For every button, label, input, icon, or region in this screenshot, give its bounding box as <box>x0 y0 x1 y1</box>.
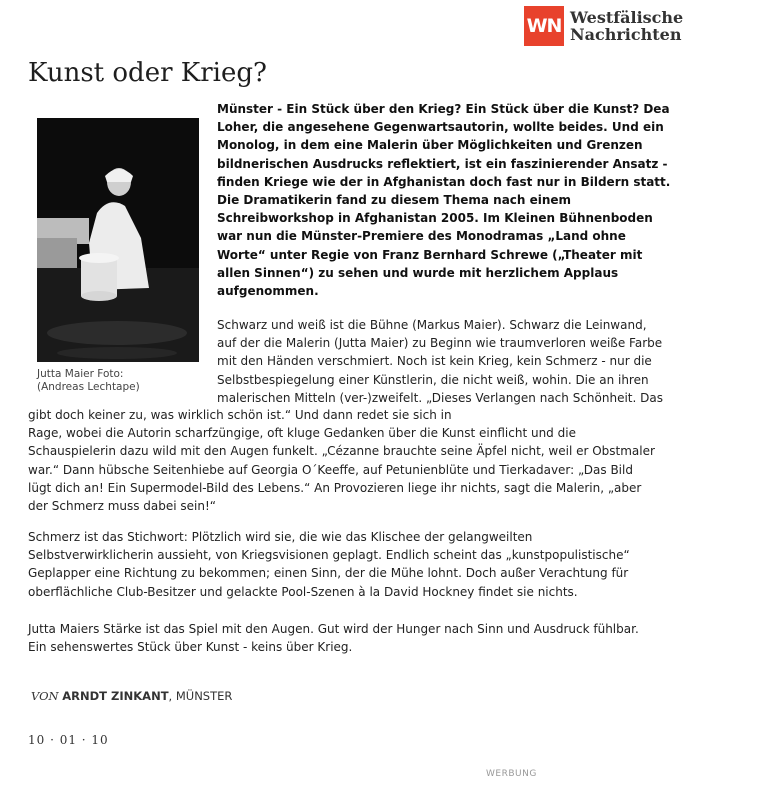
paragraph-line: auf der die Malerin (Jutta Maier) zu Beginn wie traumverloren weiße Farbe <box>217 336 663 351</box>
publisher-logo <box>524 6 683 46</box>
paragraph-line: Schwarz und weiß ist die Bühne (Markus Maier). Schwarz die Leinwand, <box>217 318 647 332</box>
lead-line: allen Sinnen“) zu sehen und wurde mit herzlichem Applaus <box>217 265 619 280</box>
lead-line: Monolog, in dem eine Malerin über Möglichkeiten und Grenzen <box>217 138 643 153</box>
ad-label: WERBUNG <box>486 769 537 779</box>
paragraph-line: Rage, wobei die Autorin scharfzüngige, oft kluge Gedanken über die Kunst einflicht und die <box>28 426 576 441</box>
lead-line: war nun die Münster-Premiere des Monodramas „Land ohne <box>217 229 626 244</box>
lead-line: Worte“ unter Regie von Franz Bernhard Schrewe („Theater mit <box>217 247 643 262</box>
photo-caption-line: Jutta Maier Foto: <box>37 368 124 380</box>
publisher-name-line2: Nachrichten <box>570 25 682 44</box>
byline-location: , MÜNSTER <box>168 689 233 703</box>
article-paragraph <box>217 316 691 407</box>
lead-line: Münster - Ein Stück über den Krieg? Ein Stück über die Kunst? Dea <box>217 102 670 116</box>
photo-caption-line: (Andreas Lechtape) <box>37 381 140 393</box>
lead-line: Die Dramatikerin fand zu diesem Thema nach einem <box>217 193 572 208</box>
paragraph-line: Geplapper eine Richtung zu bekommen; einen Sinn, der die Mühe lohnt. Doch außer Verachtung für <box>28 566 629 581</box>
article-date: 10 · 01 · 10 <box>28 733 109 747</box>
paragraph-line: Schauspielerin dazu wild mit den Augen funkelt. „Cézanne brauchte seine Äpfel nicht, weil er Obstmaler <box>28 444 655 459</box>
article-paragraph <box>28 620 704 656</box>
lead-line: bildnerischen Ausdrucks reflektiert, ist ein faszinierender Ansatz - <box>217 156 668 171</box>
paragraph-line: der Schmerz muss dabei sein!“ <box>28 499 217 514</box>
article-paragraph-continued <box>28 406 704 515</box>
paragraph-line: malerischen Mitteln (ver-)zweifelt. „Dieses Verlangen nach Schönheit. Das <box>217 390 663 405</box>
lead-line: Schreibworkshop in Afghanistan 2005. Im Kleinen Bühnenboden <box>217 211 653 226</box>
article-title: Kunst oder Krieg? <box>28 58 267 88</box>
lead-line: Loher, die angesehene Gegenwartsautorin, wollte beides. Und ein <box>217 120 664 135</box>
paragraph-line: gibt doch keiner zu, was wirklich schön ist.“ Und dann redet sie sich in <box>28 408 452 422</box>
photo-caption <box>37 368 207 394</box>
stage-photo-icon <box>37 118 199 362</box>
paragraph-line: lügt dich an! Ein Supermodel-Bild des Lebens.“ An Provozieren liege ihr nichts, sagt die Malerin, „aber <box>28 480 642 495</box>
lead-line: aufgenommen. <box>217 284 319 299</box>
paragraph-line: Schmerz ist das Stichwort: Plötzlich wird sie, die wie das Klischee der gelangweilten <box>28 530 533 544</box>
paragraph-line: oberflächliche Club-Besitzer und gelackte Pool-Szenen à la David Hockney findet sie nichts. <box>28 584 578 599</box>
publisher-name <box>570 9 683 43</box>
paragraph-line: mit den Händen verschmiert. Noch ist kein Krieg, kein Schmerz - nur die <box>217 354 652 369</box>
paragraph-line: war.“ Dann hübsche Seitenhiebe auf Georgia O´Keeffe, auf Petunienblüte und Tierkadaver: „Das Bild <box>28 462 633 477</box>
paragraph-line: Ein sehenswertes Stück über Kunst - keins über Krieg. <box>28 640 353 655</box>
publisher-name-line1: Westfälische <box>570 8 684 27</box>
byline-prefix: VON <box>31 689 59 703</box>
article-photo <box>37 118 199 362</box>
paragraph-line: Selbstbespiegelung einer Künstlerin, die nicht weiß, wohin. Die an ihren <box>217 372 649 387</box>
lead-line: finden Kriege wie der in Afghanistan doch fast nur in Bildern statt. <box>217 174 671 189</box>
article-paragraph <box>28 528 704 601</box>
paragraph-line: Jutta Maiers Stärke ist das Spiel mit den Augen. Gut wird der Hunger nach Sinn und Ausdruck fühlbar. <box>28 622 639 636</box>
paragraph-line: Selbstverwirklicherin aussieht, von Kriegsvisionen geplagt. Endlich scheint das „kunstpopulistische“ <box>28 548 630 563</box>
article-lead <box>217 100 697 300</box>
byline-author: ARNDT ZINKANT <box>62 689 169 703</box>
article-byline <box>31 689 232 703</box>
wn-logo-icon: WN <box>524 6 564 46</box>
